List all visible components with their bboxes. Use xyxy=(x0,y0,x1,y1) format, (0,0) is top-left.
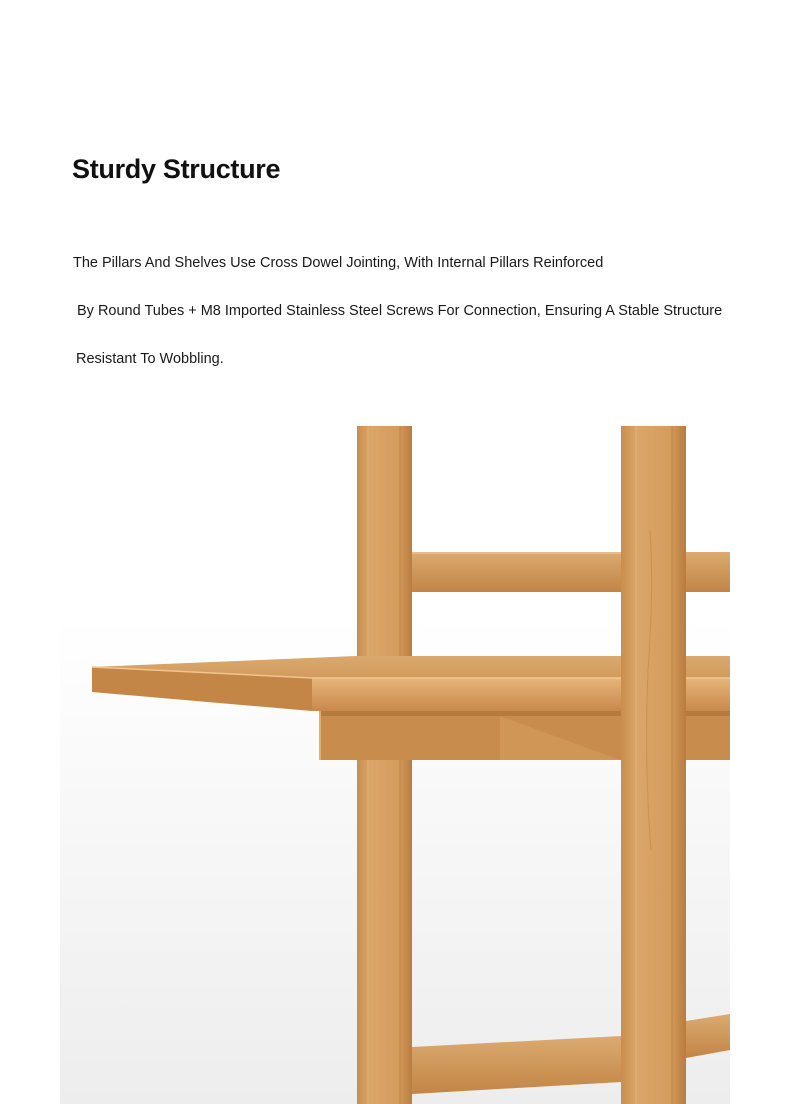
product-photo xyxy=(60,410,730,1104)
description-line-1: The Pillars And Shelves Use Cross Dowel Jointing, With Internal Pillars Reinforced xyxy=(73,255,604,271)
section-title: Sturdy Structure xyxy=(72,154,281,184)
description-line-3: Resistant To Wobbling. xyxy=(76,351,224,367)
description-line-2: By Round Tubes + M8 Imported Stainless Steel Screws For Connection, Ensuring A Stable Structure xyxy=(77,303,723,319)
left-pillar xyxy=(357,426,412,1104)
right-pillar xyxy=(621,426,686,1104)
